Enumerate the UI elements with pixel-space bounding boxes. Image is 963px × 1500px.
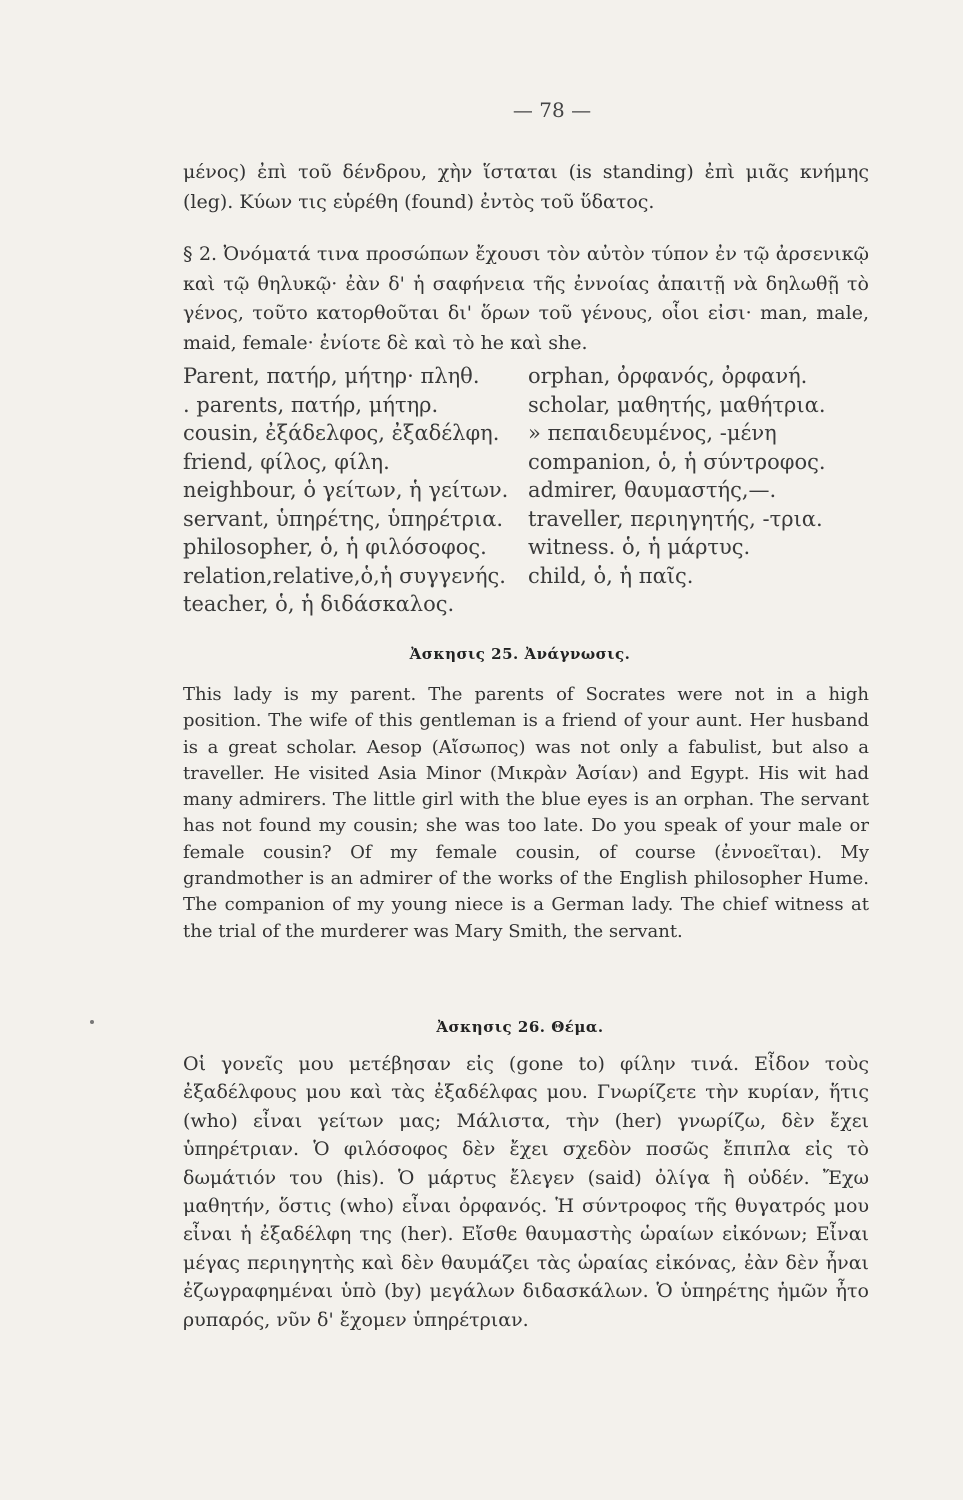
vocab-entry: traveller, περιηγητής, -τρια. (528, 506, 823, 531)
vocab-entry: teacher, ὁ, ἡ διδάσκαλος. (183, 592, 455, 616)
vocab-entry: scholar, μαθητής, μαθήτρια. (528, 392, 826, 417)
vocab-entry: friend, φίλος, φίλη. (183, 449, 390, 474)
vocab-entry: . parents, πατήρ, μήτηρ. (183, 392, 439, 417)
vocab-entry: servant, ὑπηρέτης, ὑπηρέτρια. (183, 506, 504, 531)
vocabulary-left-column (183, 362, 523, 619)
intro-paragraph: μένος) ἐπὶ τοῦ δένδρου, χὴν ἵσταται (is standing) ἐπὶ μιᾶς κνήμης (leg). Κύων τις εὑρέθη (found) ἐντὸς τοῦ ὕδατος. (183, 161, 869, 213)
vocab-entry: » πεπαιδευμένος, -μένη (528, 421, 777, 445)
vocab-entry: philosopher, ὁ, ἡ φιλόσοφος. (183, 535, 487, 559)
exercise-26-text: Οἱ γονεῖς μου μετέβησαν εἰς (gone to) φίλην τινά. Εἶδον τοὺς ἐξαδέλφους μου καὶ τὰς ἐξαδέλφας μου. Γνωρίζετε τὴν κυρίαν, ἥτις (who) εἶναι γείτων μας; Μάλιστα, τὴν (her) γνωρίζω, δὲν ἔχει ὑπηρέτριαν. Ὁ φιλόσοφος δὲν ἔχει σχεδὸν ποσῶς ἔπιπλα εἰς τὸ δωμάτιόν του (his). Ὁ μάρτυς ἔλεγεν (said) ὀλίγα ἢ οὐδέν. Ἔχω μαθητήν, ὅστις (who) εἶναι ὀρφανός. Ἡ σύντροφος τῆς θυγατρός μου εἶναι ἡ ἐξαδέλφη της (her). Εἴσθε θαυμαστὴς ὡραίων εἰκόνων; Εἶναι μέγας περιηγητὴς καὶ δὲν θαυμάζει τὰς ὡραίας εἰκόνας, ἐὰν δὲν ἦναι ἐζωγραφημέναι ὑπὸ (by) μεγάλων διδασκάλων. Ὁ ὑπηρέτης ἡμῶν ἦτο ρυπαρός, νῦν δ' ἔχομεν ὑπηρέτριαν. (183, 1053, 869, 1331)
vocab-entry: witness. ὁ, ἡ μάρτυς. (528, 535, 751, 559)
exercise-26-heading: Ἀσκησις 26. Θέμα. (436, 1018, 604, 1036)
vocab-entry: cousin, ἐξάδελφος, ἐξαδέλφη. (183, 421, 500, 445)
vocab-entry: neighbour, ὁ γείτων, ἡ γείτων. (183, 478, 509, 502)
exercise-25-heading: Ἀσκησις 25. Ἀνάγνωσις. (409, 645, 631, 663)
vocab-entry: companion, ὁ, ἡ σύντροφος. (528, 449, 826, 474)
page-number: — 78 — (512, 98, 592, 122)
vocab-entry: relation,relative,ὁ,ἡ συγγενής. (183, 563, 506, 588)
vocab-entry: admirer, θαυμαστής,—. (528, 478, 777, 502)
section-2-paragraph: § 2. Ὀνόματά τινα προσώπων ἔχουσι τὸν αὐτὸν τύπον ἐν τῷ ἀρσενικῷ καὶ τῷ θηλυκῷ· ἐὰν δ' ἡ σαφήνεια τῆς ἐννοίας ἀπαιτῇ νὰ δηλωθῇ τὸ γένος, τοῦτο κατορθοῦται δι' ὅρων τοῦ γένους, οἷοι εἰσι· man, male, maid, female· ἐνίοτε δὲ καὶ τὸ he καὶ she. (183, 243, 869, 354)
vocab-entry: orphan, ὀρφανός, ὀρφανή. (528, 364, 808, 388)
vocab-entry: child, ὁ, ἡ παῖς. (528, 563, 694, 588)
exercise-25-text: This lady is my parent. The parents of Socrates were not in a high position. The wife of this gentleman is a friend of your aunt. Her husband is a great scholar. Aesop (Αἴσωπος) was not only a fabulist, but also a traveller. He visited Asia Minor (Μικρὰν Ἀσίαν) and Egypt. His wit had many admirers. The little girl with the blue eyes is an orphan. The servant has not found my cousin; she was too late. Do you speak of your male or female cousin? Of my female cousin, of course (ἐννοεῖται). My grandmother is an admirer of the works of the English philosopher Hume. The companion of my young niece is a German lady. The chief witness at the trial of the murderer was Mary Smith, the servant. (183, 684, 869, 942)
vocab-entry: Parent, πατήρ, μήτηρ· πληθ. (183, 364, 480, 388)
vocabulary-right-column (528, 362, 883, 590)
